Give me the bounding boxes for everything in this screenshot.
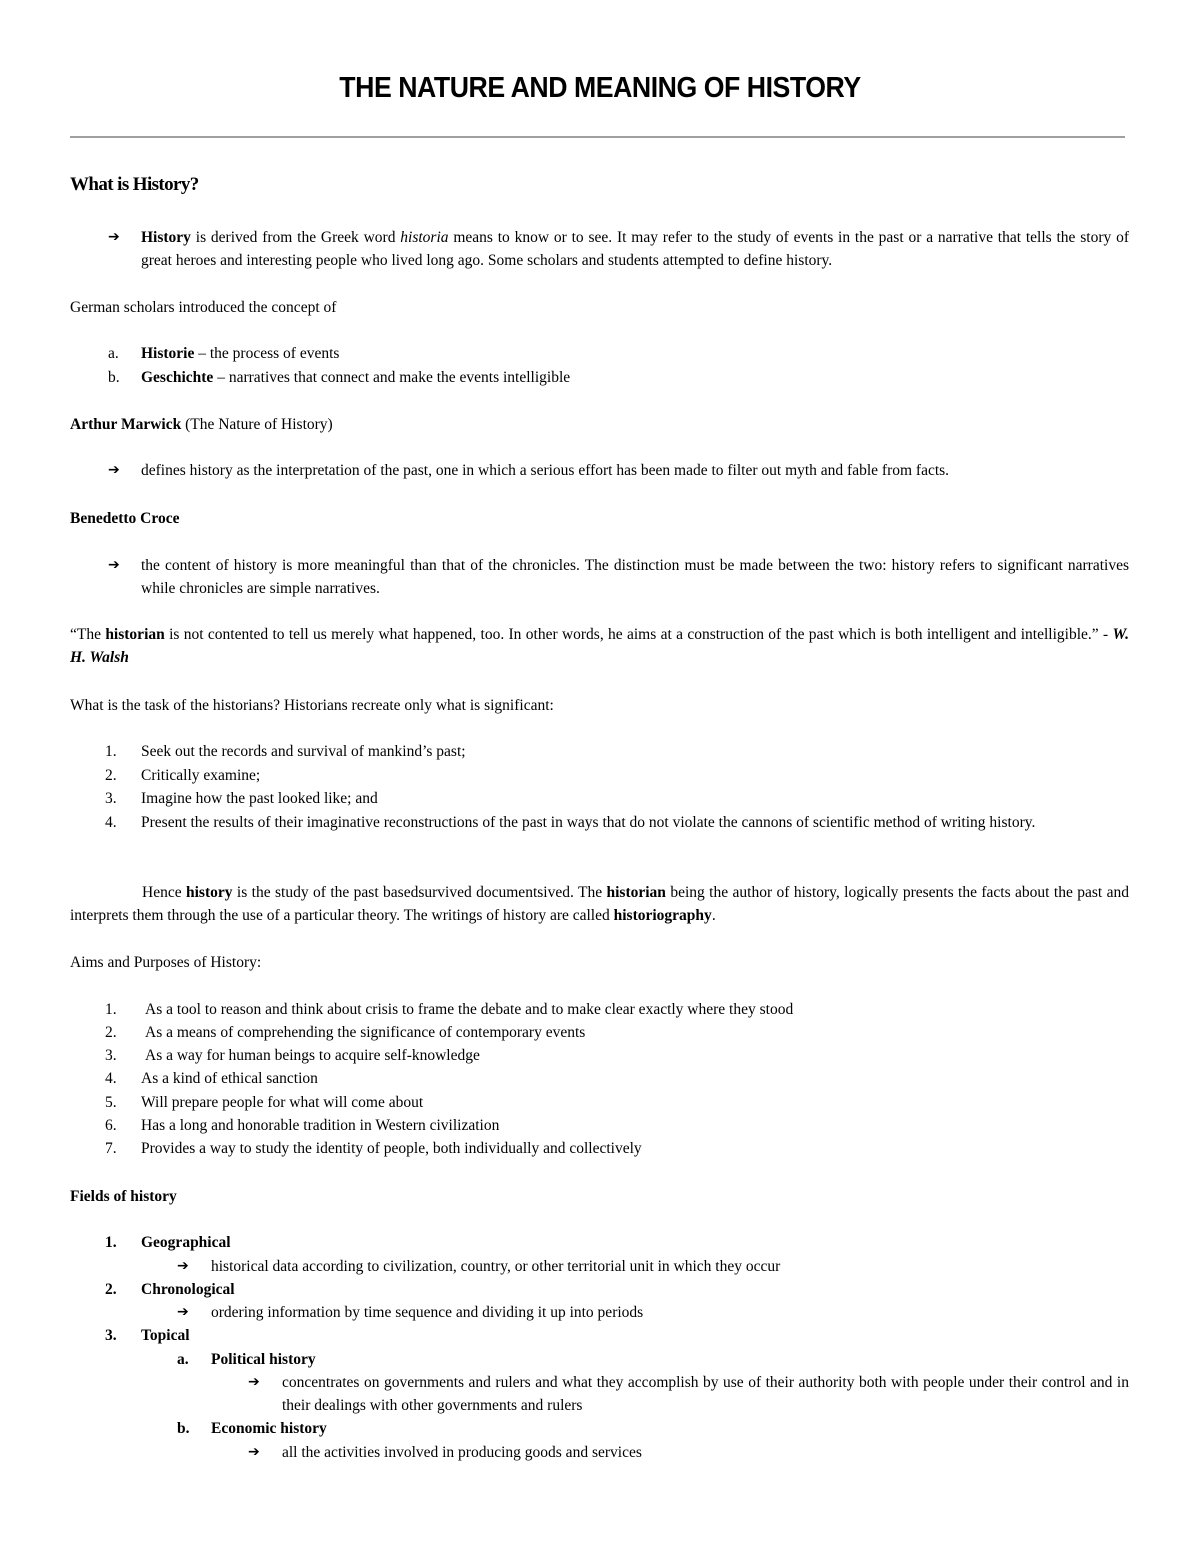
field-chronological: Chronological bbox=[141, 1281, 235, 1298]
list-item: Provides a way to study the identity of people, both individually and collectively bbox=[141, 1140, 642, 1157]
hence-paragraph: Hence history is the study of the past basedsurvived documentsived. The historian being the author of history, logically presents the facts about the past and interprets them through the use of a particular theory. The writings of history are called historiography. bbox=[70, 884, 1129, 924]
arrow-icon: ➔ bbox=[177, 1258, 189, 1274]
intro-italic-word: historia bbox=[400, 229, 449, 246]
field-description: historical data according to civilization, country, or other territorial unit in which they occur bbox=[211, 1258, 781, 1275]
list-item: a. bbox=[108, 345, 119, 362]
fields-heading: Fields of history bbox=[70, 1188, 177, 1205]
list-item-text: Geschichte – narratives that connect and make the events intelligible bbox=[141, 369, 571, 386]
topical-political: Political history bbox=[211, 1351, 316, 1368]
intro-paragraph: History is derived from the Greek word historia means to know or to see. It may refer to the study of events in the past or a narrative that tells the story of great heroes and interesting people who lived long ago. Some scholars and students attempted to define history. bbox=[141, 229, 1129, 269]
intro-term: History bbox=[141, 229, 191, 246]
aims-intro: Aims and Purposes of History: bbox=[70, 954, 262, 971]
list-item-text: Historie – the process of events bbox=[141, 345, 340, 362]
list-item: Critically examine; bbox=[141, 767, 261, 784]
title-divider bbox=[70, 136, 1125, 138]
arrow-icon: ➔ bbox=[248, 1374, 260, 1390]
field-topical: Topical bbox=[141, 1327, 190, 1344]
list-item: b. bbox=[108, 369, 120, 386]
list-item: As a means of comprehending the significance of contemporary events bbox=[145, 1024, 586, 1041]
topical-economic: Economic history bbox=[211, 1420, 327, 1437]
arrow-icon: ➔ bbox=[108, 557, 120, 573]
page-title: THE NATURE AND MEANING OF HISTORY bbox=[339, 72, 861, 104]
list-item: Will prepare people for what will come about bbox=[141, 1094, 424, 1111]
arrow-icon: ➔ bbox=[108, 462, 120, 478]
walsh-quote: “The historian is not contented to tell us merely what happened, too. In other words, he aims at a construction of the past which is both intelligent and intelligible.” - W. H. Walsh bbox=[70, 626, 1129, 666]
heading-what-is-history: What is History? bbox=[70, 174, 199, 195]
document-page: THE NATURE AND MEANING OF HISTORY What is History? ➔ History is derived from the Greek word historia means to know or to see. It may refer to the study of events in the past or a narrative that tells the story of great heroes and interesting people who lived long ago. Some scholars and students attempted to define history. German scholars introduced the concept of a. Historie – the process of events b. Geschichte – narratives that connect and make the events intelligible Arthur Marwick (The Nature of History) ➔ defines history as the interpretation of the past, one in which a serious effort has been made to filter out myth and fable from facts. Benedetto Croce ➔ the content of history is more meaningful than that of the chronicles. The distinction must be made between the two: history refers to significant narratives while chronicles are simple narratives. “The historian is not contented to tell us merely what happened, too. In other words, he aims at a construction of the past which is both intelligent and intelligible.” - W. H. Walsh What is the task of the historians? Historians recreate only what is significant: 1. Seek out the records and survival of mankind’s past; 2. Critically examine; 3. Imagine how the past looked like; and 4. Present the results of their imaginative reconstructions of the past in ways that do not violate the cannons of scientific method of writing history. Hence history is the study of the past basedsurvived documentsived. The historian being the author of history, logically presents the facts about the past and interprets them through the use of a particular theory. The writings of history are called historiography. Aims and Purposes of History: 1. As a tool to reason and think about crisis to frame the debate and to make clear exactly where they stood 2. As a means of comprehending the significance of contemporary events 3. As a way for human beings to acquire self-knowledge 4. As a kind of ethical sanction 5. Will prepare people for what will come about 6. Has a long and honorable tradition in Western civilization 7. Provides a way to study the identity of people, both individually and collectively Fields of history 1. Geographical ➔ historical data according to civilization, country, or other territorial unit in which they occur 2. Chronological ➔ ordering information by time sequence and dividing it up into periods 3. Topical a. Political history ➔ concentrates on governments and rulers and what they accomplish by use of their authority both with people under their control and in their dealings with other governments and rulers b. Economic history ➔ all the activities involved in producing goods and services bbox=[0, 0, 1200, 1553]
croce-text: the content of history is more meaningful than that of the chronicles. The distinction must be made between the two: history refers to significant narratives while chronicles are simple narratives. bbox=[141, 557, 1129, 597]
arrow-icon: ➔ bbox=[177, 1304, 189, 1320]
list-item: As a tool to reason and think about crisis to frame the debate and to make clear exactly where they stood bbox=[145, 1001, 794, 1018]
field-description: concentrates on governments and rulers and what they accomplish by use of their authority both with people under their control and in their dealings with other governments and rulers bbox=[282, 1374, 1129, 1414]
list-item: Present the results of their imaginative reconstructions of the past in ways that do not violate the cannons of scientific method of writing history. bbox=[141, 814, 1036, 831]
german-intro: German scholars introduced the concept of bbox=[70, 299, 337, 316]
list-item: As a way for human beings to acquire self-knowledge bbox=[145, 1047, 480, 1064]
arrow-icon: ➔ bbox=[248, 1444, 260, 1460]
list-item: Has a long and honorable tradition in Western civilization bbox=[141, 1117, 500, 1134]
list-item: As a kind of ethical sanction bbox=[141, 1070, 318, 1087]
marwick-heading: Arthur Marwick (The Nature of History) bbox=[70, 416, 333, 433]
field-geographical: Geographical bbox=[141, 1234, 231, 1251]
list-item: Seek out the records and survival of mankind’s past; bbox=[141, 743, 466, 760]
field-description: ordering information by time sequence and dividing it up into periods bbox=[211, 1304, 644, 1321]
arrow-icon: ➔ bbox=[108, 229, 120, 245]
field-description: all the activities involved in producing goods and services bbox=[282, 1444, 642, 1461]
list-item: Imagine how the past looked like; and bbox=[141, 790, 378, 807]
marwick-definition: defines history as the interpretation of the past, one in which a serious effort has been made to filter out myth and fable from facts. bbox=[141, 462, 950, 479]
croce-heading: Benedetto Croce bbox=[70, 510, 180, 527]
task-intro: What is the task of the historians? Historians recreate only what is significant: bbox=[70, 697, 554, 714]
